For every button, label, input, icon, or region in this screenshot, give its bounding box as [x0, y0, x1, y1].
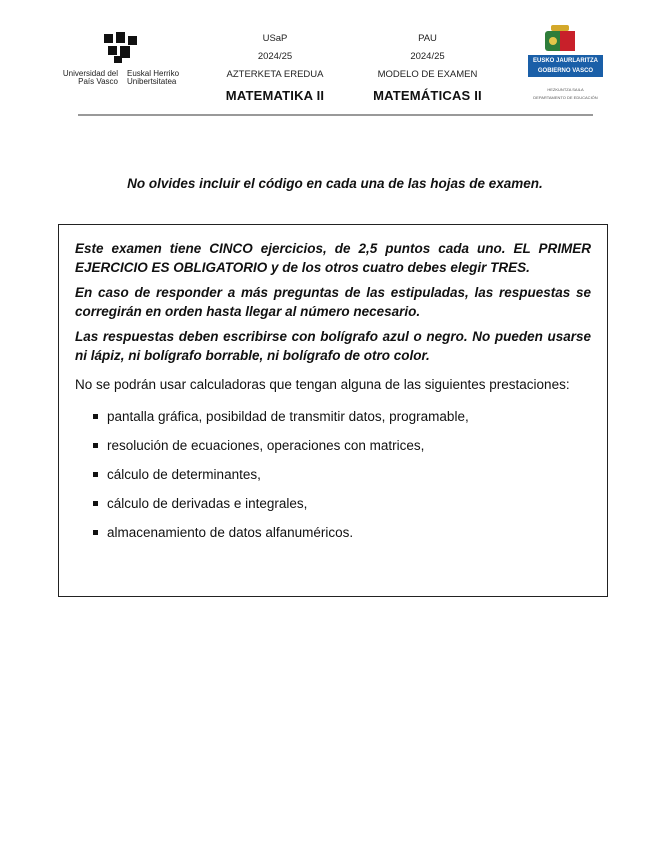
- gv-band-eu: EUSKO JAURLARITZA: [532, 58, 598, 64]
- instructions-paragraph-2: En caso de responder a más preguntas de las estipuladas, las respuestas se corregirán en orden hasta llegar al número necesario.: [75, 285, 591, 319]
- gv-band-es: GOBIERNO VASCO: [537, 68, 594, 74]
- exam-name-es: PAU: [418, 33, 437, 44]
- coat-of-arms-icon: [543, 25, 577, 53]
- upv-emblem-icon: [100, 30, 140, 64]
- calculator-restrictions-list: [93, 402, 591, 547]
- exam-year-es: 2024/25: [410, 51, 445, 62]
- gv-band: [528, 55, 603, 77]
- list-item: cálculo de derivadas e integrales,: [93, 489, 591, 518]
- gobierno-vasco-logo: [528, 25, 603, 105]
- exam-type-eu: AZTERKETA EREDUA: [226, 69, 324, 80]
- instructions-paragraph-4: No se podrán usar calculadoras que tengan alguna de las siguientes prestaciones:: [75, 377, 570, 392]
- header-column-basque: [205, 30, 345, 103]
- upv-name-eu: Euskal Herriko Unibertsitatea: [127, 69, 180, 86]
- instructions-box: [58, 224, 608, 597]
- exam-type-es: MODELO DE EXAMEN: [377, 69, 478, 80]
- instructions-paragraph-1: Este examen tiene CINCO ejercicios, de 2,5 puntos cada uno. EL PRIMER EJERCICIO ES OBLIGATORIO y de los otros cuatro debes elegir TRES.: [75, 241, 591, 275]
- header-column-spanish: [360, 30, 495, 103]
- gv-dept-es: DEPARTAMENTO DE EDUCACIÓN: [533, 95, 598, 100]
- instructions-paragraph-3: Las respuestas deben escribirse con bolígrafo azul o negro. No pueden usarse ni lápiz, ni bolígrafo borrable, ni bolígrafo de otro color.: [75, 329, 591, 363]
- upv-logo: [58, 30, 183, 90]
- exam-notice: No olvides incluir el código en cada una de las hojas de examen.: [127, 176, 543, 191]
- gv-dept-eu: HEZKUNTZA SAILA: [547, 87, 584, 92]
- header-divider: [78, 114, 593, 116]
- list-item: resolución de ecuaciones, operaciones con matrices,: [93, 431, 591, 460]
- exam-year-eu: 2024/25: [257, 51, 293, 62]
- list-item: pantalla gráfica, posibildad de transmitir datos, programable,: [93, 402, 591, 431]
- upv-name-es: Universidad del País Vasco: [62, 69, 118, 86]
- subject-title-es: MATEMÁTICAS II: [373, 88, 482, 103]
- list-item: cálculo de determinantes,: [93, 460, 591, 489]
- list-item: almacenamiento de datos alfanuméricos.: [93, 518, 591, 547]
- exam-header: [0, 0, 655, 120]
- exam-name-eu: USaP: [262, 33, 288, 44]
- subject-title-eu: MATEMATIKA II: [225, 88, 325, 103]
